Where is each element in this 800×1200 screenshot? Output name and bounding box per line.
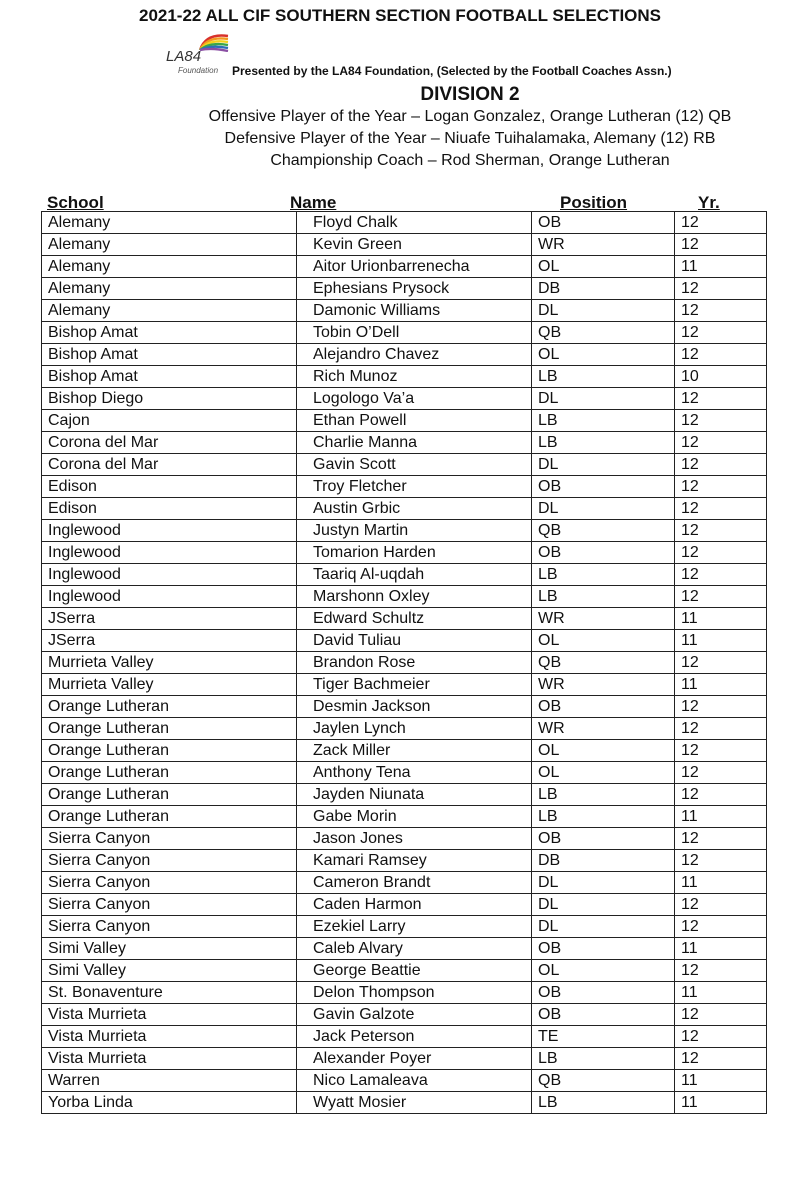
table-row	[42, 234, 767, 256]
name-cell: Wyatt Mosier	[297, 1092, 532, 1114]
name-cell: Edward Schultz	[297, 608, 532, 630]
name-cell: Jaylen Lynch	[297, 718, 532, 740]
position-cell: LB	[532, 586, 675, 608]
position-cell: LB	[532, 784, 675, 806]
table-row	[42, 344, 767, 366]
year-cell: 12	[675, 696, 767, 718]
school-cell: Alemany	[42, 212, 297, 234]
position-cell: LB	[532, 806, 675, 828]
table-row	[42, 300, 767, 322]
column-header-name: Name	[290, 193, 337, 212]
year-cell: 11	[675, 938, 767, 960]
school-cell: Inglewood	[42, 586, 297, 608]
year-cell: 11	[675, 256, 767, 278]
position-cell: LB	[532, 1092, 675, 1114]
name-cell: Marshonn Oxley	[297, 586, 532, 608]
table-row	[42, 982, 767, 1004]
position-cell: DL	[532, 872, 675, 894]
table-row	[42, 388, 767, 410]
year-cell: 10	[675, 366, 767, 388]
year-cell: 11	[675, 608, 767, 630]
year-cell: 12	[675, 894, 767, 916]
name-cell: Troy Fletcher	[297, 476, 532, 498]
table-row	[42, 828, 767, 850]
table-row	[42, 674, 767, 696]
name-cell: Nico Lamaleava	[297, 1070, 532, 1092]
school-cell: Bishop Diego	[42, 388, 297, 410]
presented-by: Presented by the LA84 Foundation, (Selected by the Football Coaches Assn.)	[232, 64, 672, 78]
table-row	[42, 432, 767, 454]
school-cell: Orange Lutheran	[42, 784, 297, 806]
year-cell: 11	[675, 806, 767, 828]
document-title: 2021-22 ALL CIF SOUTHERN SECTION FOOTBALL SELECTIONS	[138, 6, 662, 25]
school-cell: Corona del Mar	[42, 454, 297, 476]
logo-subtext: Foundation	[178, 66, 219, 75]
position-cell: WR	[532, 718, 675, 740]
year-cell: 12	[675, 652, 767, 674]
table-row	[42, 564, 767, 586]
position-cell: OB	[532, 476, 675, 498]
school-cell: Edison	[42, 498, 297, 520]
table-row	[42, 212, 767, 234]
school-cell: Warren	[42, 1070, 297, 1092]
school-cell: Orange Lutheran	[42, 762, 297, 784]
year-cell: 12	[675, 740, 767, 762]
position-cell: OB	[532, 828, 675, 850]
name-cell: Desmin Jackson	[297, 696, 532, 718]
name-cell: Kevin Green	[297, 234, 532, 256]
table-row	[42, 938, 767, 960]
school-cell: Bishop Amat	[42, 322, 297, 344]
table-row	[42, 1004, 767, 1026]
year-cell: 11	[675, 1070, 767, 1092]
position-cell: OB	[532, 982, 675, 1004]
table-row	[42, 652, 767, 674]
name-cell: Anthony Tena	[297, 762, 532, 784]
position-cell: LB	[532, 1048, 675, 1070]
year-cell: 12	[675, 410, 767, 432]
name-cell: Alexander Poyer	[297, 1048, 532, 1070]
position-cell: LB	[532, 366, 675, 388]
year-cell: 12	[675, 1048, 767, 1070]
name-cell: Tomarion Harden	[297, 542, 532, 564]
year-cell: 12	[675, 586, 767, 608]
table-row	[42, 916, 767, 938]
year-cell: 12	[675, 762, 767, 784]
year-cell: 12	[675, 476, 767, 498]
name-cell: Austin Grbic	[297, 498, 532, 520]
name-cell: Rich Munoz	[297, 366, 532, 388]
year-cell: 12	[675, 784, 767, 806]
year-cell: 12	[675, 520, 767, 542]
position-cell: QB	[532, 520, 675, 542]
position-cell: DB	[532, 850, 675, 872]
table-row	[42, 278, 767, 300]
name-cell: David Tuliau	[297, 630, 532, 652]
school-cell: Bishop Amat	[42, 366, 297, 388]
year-cell: 12	[675, 916, 767, 938]
position-cell: LB	[532, 564, 675, 586]
logo-text: LA84	[166, 48, 202, 65]
year-cell: 11	[675, 630, 767, 652]
table-row	[42, 322, 767, 344]
school-cell: Alemany	[42, 300, 297, 322]
school-cell: Vista Murrieta	[42, 1004, 297, 1026]
table-row	[42, 520, 767, 542]
school-cell: Murrieta Valley	[42, 652, 297, 674]
name-cell: Ezekiel Larry	[297, 916, 532, 938]
table-row	[42, 542, 767, 564]
year-cell: 12	[675, 564, 767, 586]
school-cell: Edison	[42, 476, 297, 498]
school-cell: Sierra Canyon	[42, 850, 297, 872]
name-cell: Caden Harmon	[297, 894, 532, 916]
table-row	[42, 718, 767, 740]
table-row	[42, 894, 767, 916]
year-cell: 12	[675, 454, 767, 476]
table-row	[42, 498, 767, 520]
school-cell: Sierra Canyon	[42, 894, 297, 916]
position-cell: QB	[532, 322, 675, 344]
school-cell: JSerra	[42, 608, 297, 630]
position-cell: OL	[532, 344, 675, 366]
position-cell: OL	[532, 762, 675, 784]
position-cell: OL	[532, 960, 675, 982]
table-row	[42, 630, 767, 652]
position-cell: OB	[532, 212, 675, 234]
year-cell: 12	[675, 850, 767, 872]
table-row	[42, 410, 767, 432]
school-cell: Inglewood	[42, 542, 297, 564]
position-cell: WR	[532, 234, 675, 256]
name-cell: Ephesians Prysock	[297, 278, 532, 300]
year-cell: 12	[675, 322, 767, 344]
name-cell: Alejandro Chavez	[297, 344, 532, 366]
school-cell: Yorba Linda	[42, 1092, 297, 1114]
name-cell: Caleb Alvary	[297, 938, 532, 960]
year-cell: 12	[675, 300, 767, 322]
position-cell: DL	[532, 498, 675, 520]
school-cell: Vista Murrieta	[42, 1048, 297, 1070]
school-cell: JSerra	[42, 630, 297, 652]
position-cell: QB	[532, 1070, 675, 1092]
table-row	[42, 1092, 767, 1114]
name-cell: Zack Miller	[297, 740, 532, 762]
school-cell: Sierra Canyon	[42, 872, 297, 894]
name-cell: Tobin O’Dell	[297, 322, 532, 344]
year-cell: 11	[675, 1092, 767, 1114]
table-row	[42, 960, 767, 982]
school-cell: Sierra Canyon	[42, 828, 297, 850]
position-cell: DL	[532, 300, 675, 322]
name-cell: Cameron Brandt	[297, 872, 532, 894]
school-cell: Alemany	[42, 256, 297, 278]
year-cell: 12	[675, 344, 767, 366]
division-heading: DIVISION 2	[420, 84, 520, 105]
table-row	[42, 454, 767, 476]
table-row	[42, 1070, 767, 1092]
name-cell: Charlie Manna	[297, 432, 532, 454]
table-row	[42, 806, 767, 828]
position-cell: OB	[532, 696, 675, 718]
name-cell: Damonic Williams	[297, 300, 532, 322]
name-cell: Delon Thompson	[297, 982, 532, 1004]
school-cell: Inglewood	[42, 520, 297, 542]
school-cell: Orange Lutheran	[42, 718, 297, 740]
table-row	[42, 256, 767, 278]
year-cell: 12	[675, 278, 767, 300]
school-cell: St. Bonaventure	[42, 982, 297, 1004]
name-cell: Justyn Martin	[297, 520, 532, 542]
selections-table	[41, 211, 767, 1114]
name-cell: Aitor Urionbarrenecha	[297, 256, 532, 278]
la84-logo	[166, 30, 230, 82]
year-cell: 12	[675, 1026, 767, 1048]
position-cell: QB	[532, 652, 675, 674]
school-cell: Cajon	[42, 410, 297, 432]
name-cell: Taariq Al-uqdah	[297, 564, 532, 586]
name-cell: Kamari Ramsey	[297, 850, 532, 872]
year-cell: 11	[675, 982, 767, 1004]
table-row	[42, 476, 767, 498]
table-row	[42, 762, 767, 784]
position-cell: OB	[532, 1004, 675, 1026]
year-cell: 12	[675, 388, 767, 410]
position-cell: DL	[532, 916, 675, 938]
position-cell: OL	[532, 630, 675, 652]
year-cell: 11	[675, 872, 767, 894]
position-cell: OB	[532, 938, 675, 960]
name-cell: Jack Peterson	[297, 1026, 532, 1048]
school-cell: Orange Lutheran	[42, 696, 297, 718]
year-cell: 12	[675, 718, 767, 740]
school-cell: Orange Lutheran	[42, 740, 297, 762]
school-cell: Murrieta Valley	[42, 674, 297, 696]
table-row	[42, 366, 767, 388]
position-cell: TE	[532, 1026, 675, 1048]
name-cell: Brandon Rose	[297, 652, 532, 674]
name-cell: Ethan Powell	[297, 410, 532, 432]
position-cell: DL	[532, 454, 675, 476]
name-cell: Logologo Va’a	[297, 388, 532, 410]
position-cell: OB	[532, 542, 675, 564]
name-cell: Jason Jones	[297, 828, 532, 850]
year-cell: 11	[675, 674, 767, 696]
school-cell: Simi Valley	[42, 960, 297, 982]
year-cell: 12	[675, 828, 767, 850]
school-cell: Simi Valley	[42, 938, 297, 960]
award-coach: Championship Coach – Rod Sherman, Orange Lutheran	[270, 152, 670, 169]
school-cell: Corona del Mar	[42, 432, 297, 454]
table-row	[42, 696, 767, 718]
position-cell: WR	[532, 608, 675, 630]
name-cell: Tiger Bachmeier	[297, 674, 532, 696]
year-cell: 12	[675, 1004, 767, 1026]
year-cell: 12	[675, 212, 767, 234]
position-cell: DB	[532, 278, 675, 300]
year-cell: 12	[675, 542, 767, 564]
year-cell: 12	[675, 432, 767, 454]
position-cell: LB	[532, 410, 675, 432]
school-cell: Alemany	[42, 278, 297, 300]
school-cell: Inglewood	[42, 564, 297, 586]
column-header-school: School	[47, 193, 104, 212]
table-row	[42, 872, 767, 894]
name-cell: Gavin Galzote	[297, 1004, 532, 1026]
column-header-position: Position	[560, 193, 628, 212]
position-cell: OL	[532, 740, 675, 762]
name-cell: George Beattie	[297, 960, 532, 982]
name-cell: Gabe Morin	[297, 806, 532, 828]
position-cell: OL	[532, 256, 675, 278]
school-cell: Orange Lutheran	[42, 806, 297, 828]
position-cell: WR	[532, 674, 675, 696]
year-cell: 12	[675, 498, 767, 520]
award-defensive: Defensive Player of the Year – Niuafe Tuihalamaka, Alemany (12) RB	[224, 130, 716, 147]
position-cell: DL	[532, 894, 675, 916]
table-row	[42, 608, 767, 630]
name-cell: Jayden Niunata	[297, 784, 532, 806]
table-row	[42, 784, 767, 806]
table-row	[42, 1048, 767, 1070]
position-cell: DL	[532, 388, 675, 410]
school-cell: Vista Murrieta	[42, 1026, 297, 1048]
column-header-year: Yr.	[698, 193, 720, 212]
school-cell: Sierra Canyon	[42, 916, 297, 938]
school-cell: Bishop Amat	[42, 344, 297, 366]
table-row	[42, 586, 767, 608]
year-cell: 12	[675, 234, 767, 256]
year-cell: 12	[675, 960, 767, 982]
school-cell: Alemany	[42, 234, 297, 256]
position-cell: LB	[532, 432, 675, 454]
table-row	[42, 740, 767, 762]
name-cell: Gavin Scott	[297, 454, 532, 476]
table-row	[42, 1026, 767, 1048]
award-offensive: Offensive Player of the Year – Logan Gonzalez, Orange Lutheran (12) QB	[208, 108, 732, 125]
name-cell: Floyd Chalk	[297, 212, 532, 234]
table-row	[42, 850, 767, 872]
